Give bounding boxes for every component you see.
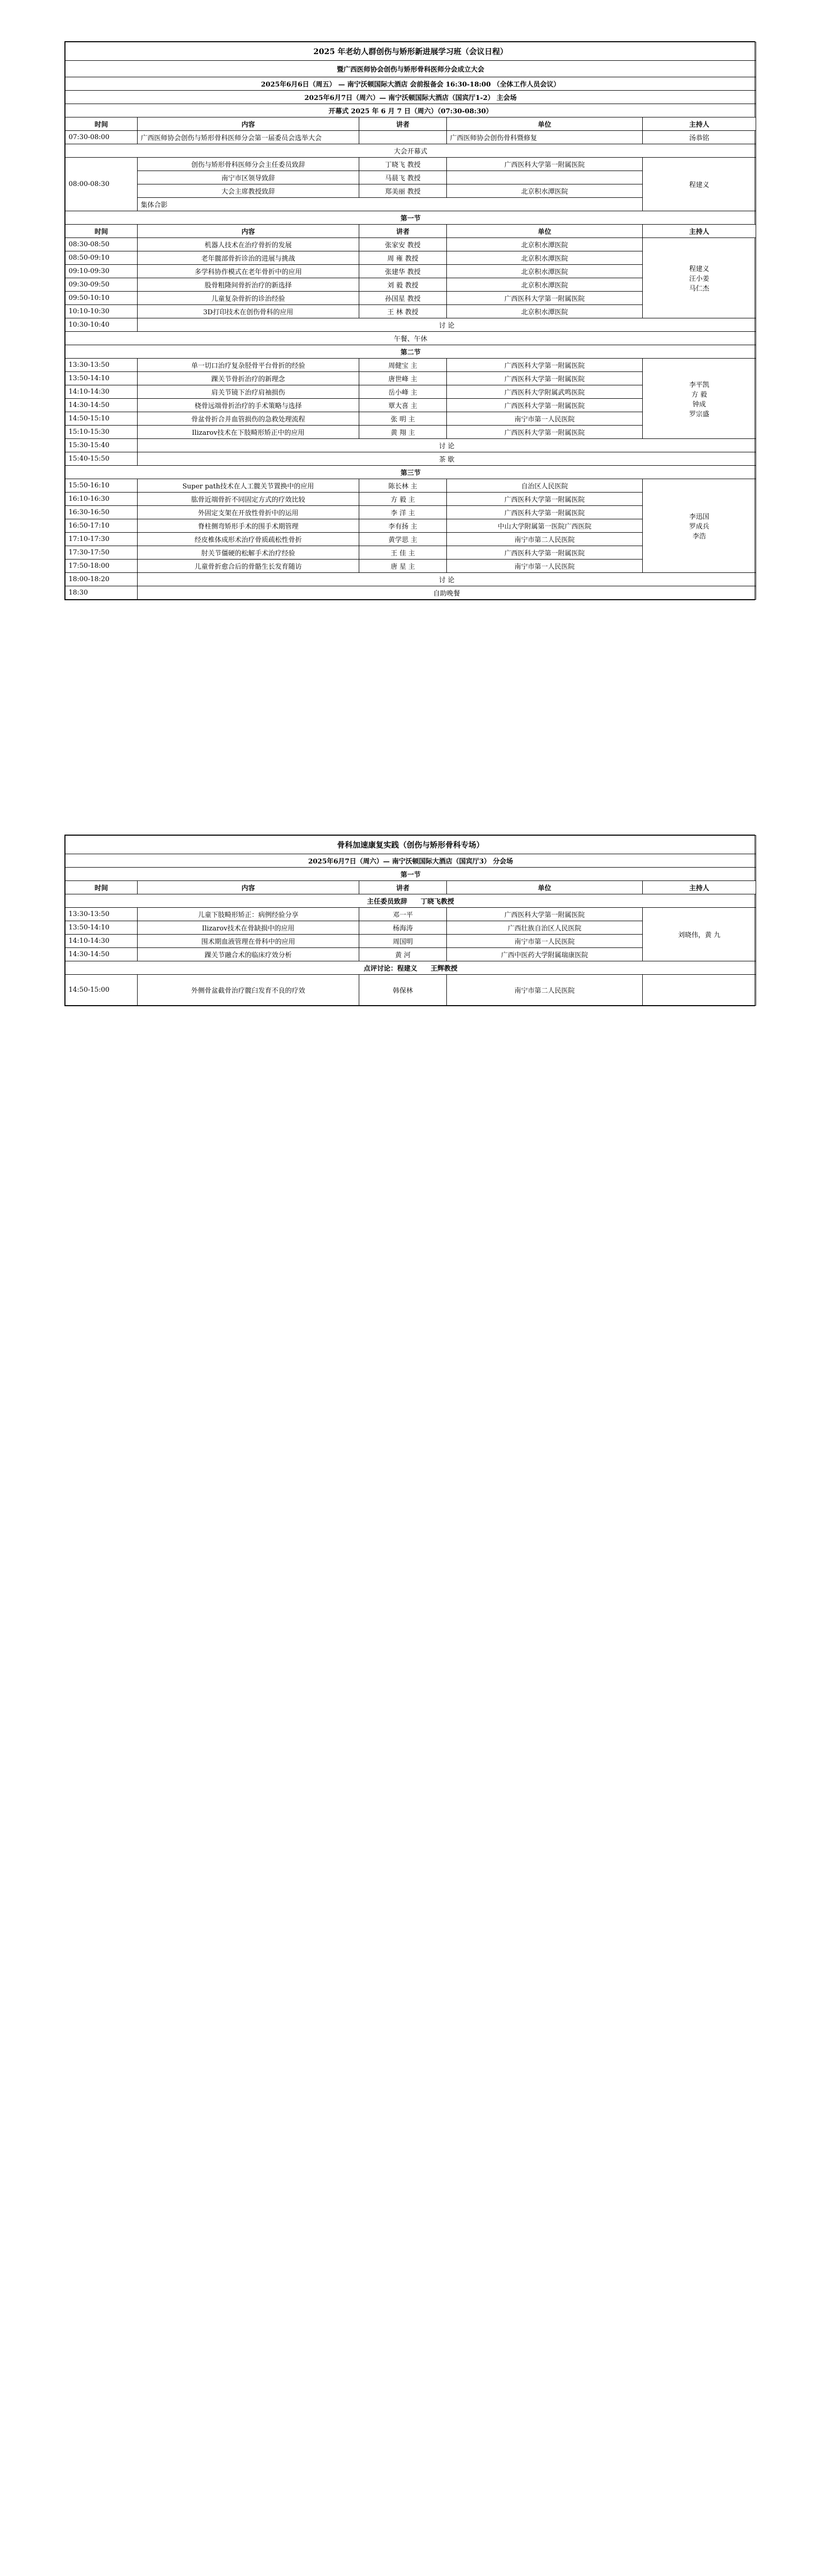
- cell-topic: 大会开幕式: [65, 144, 756, 158]
- cell-time: 14:30-14:50: [65, 948, 138, 961]
- cell-time: 17:30-17:50: [65, 546, 138, 560]
- table-row: [65, 586, 756, 600]
- cell-time: 08:00-08:30: [65, 158, 138, 211]
- cell-topic: 南宁市区领导致辞: [138, 171, 359, 184]
- cell-time: 09:50-10:10: [65, 292, 138, 305]
- cell-time: 08:30-08:50: [65, 238, 138, 251]
- cell-speaker: 周国明: [359, 935, 447, 948]
- cell-speaker: 周健宝 主: [359, 359, 447, 372]
- host-name: 李浩: [692, 533, 706, 540]
- cell-unit: 南宁市第二人民医院: [447, 533, 643, 546]
- cell-time: 10:30-10:40: [65, 318, 138, 332]
- table-row: [65, 158, 756, 171]
- cell-speaker: 陈长林 主: [359, 479, 447, 493]
- cell-time: 15:50-16:10: [65, 479, 138, 493]
- cell-topic: 脊柱侧弯矫形手术的围手术期管理: [138, 519, 359, 533]
- cell-topic: 桡骨远端骨折治疗的手术策略与选择: [138, 399, 359, 412]
- cell-time: 14:10-14:30: [65, 935, 138, 948]
- table-row: [65, 975, 756, 1006]
- session-title: 第三节: [65, 466, 756, 479]
- session-title: 第一节: [65, 868, 756, 881]
- cell-host: 刘晓伟，黄 九: [643, 908, 756, 961]
- session-opening: 主任委员致辞 丁晓飞教授: [65, 894, 756, 908]
- cell-unit: 广西医科大学第一附属医院: [447, 546, 643, 560]
- col-header: 时间: [65, 225, 138, 238]
- host-name: 方 毅: [691, 391, 707, 399]
- cell-speaker: 王 林 教授: [359, 305, 447, 318]
- page-subtitle: 暨广西医师协会创伤与矫形骨科医师分会成立大会: [65, 61, 756, 77]
- table-row: [65, 479, 756, 493]
- cell-speaker: 覃大喜 主: [359, 399, 447, 412]
- schedule-main-sheet: [64, 41, 755, 600]
- schedule-sub-sheet: [64, 835, 755, 1006]
- cell-speaker: 韩保林: [359, 975, 447, 1006]
- cell-speaker: 唐世峰 主: [359, 372, 447, 385]
- cell-speaker: 孙国星 教授: [359, 292, 447, 305]
- table-row: [65, 238, 756, 251]
- cell-unit: 北京积水潭医院: [447, 184, 643, 198]
- cell-topic: 创伤与矫形骨科医师分会主任委员致辞: [138, 158, 359, 171]
- cell-speaker: 郑美丽 教授: [359, 184, 447, 198]
- cell-topic: 单一切口治疗复杂胫骨平台骨折的经验: [138, 359, 359, 372]
- cell-speaker: 周 雍 教授: [359, 251, 447, 265]
- cell-speaker: 丁晓飞 教授: [359, 158, 447, 171]
- cell-speaker: 唐 星 主: [359, 560, 447, 573]
- cell-unit: 广西医科大学第一附属医院: [447, 292, 643, 305]
- cell-speaker: 马晨飞 教授: [359, 171, 447, 184]
- cell-speaker: 邓一平: [359, 908, 447, 921]
- col-header: 时间: [65, 881, 138, 894]
- cell-time: 13:50-14:10: [65, 372, 138, 385]
- cell-topic: 经皮椎体成形术治疗骨质疏松性骨折: [138, 533, 359, 546]
- cell-topic: Ilizarov技术在下肢畸形矫正中的应用: [138, 426, 359, 439]
- col-header: 讲者: [359, 225, 447, 238]
- cell-host: [643, 479, 756, 573]
- table-row: [65, 318, 756, 332]
- cell-topic: 讨 论: [138, 318, 756, 332]
- cell-unit: 广西医师协会创伤骨科暨修复: [447, 131, 643, 144]
- cell-speaker: 张建华 教授: [359, 265, 447, 278]
- page-title: 2025 年老幼人群创伤与矫形新进展学习班（会议日程）: [65, 42, 756, 61]
- cell-topic: 踝关节骨折治疗的新理念: [138, 372, 359, 385]
- cell-time: 15:40-15:50: [65, 452, 138, 466]
- cell-unit: 广西医科大学第一附属医院: [447, 506, 643, 519]
- cell-time: 08:50-09:10: [65, 251, 138, 265]
- cell-unit: 广西医科大学第一附属医院: [447, 359, 643, 372]
- cell-topic: 大会主席教授致辞: [138, 184, 359, 198]
- cell-unit: 南宁市第一人民医院: [447, 935, 643, 948]
- table-row: [65, 131, 756, 144]
- cell-unit: 广西医科大学附属武鸣医院: [447, 385, 643, 399]
- cell-unit: 广西医科大学第一附属医院: [447, 158, 643, 171]
- cell-speaker: 刘 毅 教授: [359, 278, 447, 292]
- cell-time: 13:30-13:50: [65, 908, 138, 921]
- cell-time: 18:30: [65, 586, 138, 600]
- cell-topic: 自助晚餐: [138, 586, 756, 600]
- cell-unit: 南宁市第一人民医院: [447, 560, 643, 573]
- cell-topic: 讨 论: [138, 439, 756, 452]
- col-header: 讲者: [359, 117, 447, 131]
- cell-time: 18:00-18:20: [65, 573, 138, 586]
- cell-topic: 踝关节融合术的临床疗效分析: [138, 948, 359, 961]
- cell-unit: 自治区人民医院: [447, 479, 643, 493]
- cell-topic: 肩关节镜下治疗肩袖损伤: [138, 385, 359, 399]
- cell-unit: 北京积水潭医院: [447, 251, 643, 265]
- col-header: 内容: [138, 881, 359, 894]
- col-header: 单位: [447, 117, 643, 131]
- cell-topic: 茶 歇: [138, 452, 756, 466]
- cell-speaker: 张家安 教授: [359, 238, 447, 251]
- cell-time: 10:10-10:30: [65, 305, 138, 318]
- opening-heading: 开幕式 2025 年 6 月 7 日（周六）（07:30-08:30）: [65, 104, 756, 117]
- cell-topic: 外固定支架在开放性骨折中的运用: [138, 506, 359, 519]
- cell-unit: 广西医科大学第一附属医院: [447, 426, 643, 439]
- schedule-sub-table: [65, 835, 756, 1006]
- table-row: [65, 908, 756, 921]
- cell-topic: 儿童下肢畸形矫正：病例经验分享: [138, 908, 359, 921]
- host-name: 钟成: [692, 400, 706, 409]
- table-row: [65, 359, 756, 372]
- cell-topic: 机器人技术在治疗骨折的发展: [138, 238, 359, 251]
- cell-speaker: [359, 131, 447, 144]
- col-header: 单位: [447, 881, 643, 894]
- host-name: 李平凯: [689, 381, 710, 389]
- cell-time: 15:30-15:40: [65, 439, 138, 452]
- cell-topic: 股骨粗隆间骨折治疗的新选择: [138, 278, 359, 292]
- schedule-main-table: [65, 42, 756, 600]
- cell-host: [643, 975, 756, 1006]
- cell-topic: 集体合影: [138, 198, 643, 211]
- cell-speaker: 黄学思 主: [359, 533, 447, 546]
- pre-meeting-info: 2025年6月6日（周五） — 南宁沃顿国际大酒店 会前报备会 16:30-18:00 （全体工作人员会议）: [65, 77, 756, 91]
- cell-topic: 外侧骨盆截骨治疗髋臼发育不良的疗效: [138, 975, 359, 1006]
- cell-topic: 广西医师协会创伤与矫形骨科医师分会第一届委员会选举大会: [138, 131, 359, 144]
- cell-speaker: 岳小峰 主: [359, 385, 447, 399]
- col-header: 内容: [138, 117, 359, 131]
- cell-topic: 讨 论: [138, 573, 756, 586]
- cell-speaker: 张 明 主: [359, 412, 447, 426]
- cell-time: 16:10-16:30: [65, 493, 138, 506]
- day-heading: 2025年6月7日（周六）— 南宁沃顿国际大酒店（国宾厅1-2） 主会场: [65, 91, 756, 104]
- cell-time: 17:50-18:00: [65, 560, 138, 573]
- cell-topic: Ilizarov技术在骨缺损中的应用: [138, 921, 359, 935]
- cell-speaker: 方 毅 主: [359, 493, 447, 506]
- col-header: 主持人: [643, 225, 756, 238]
- host-name: 程建义: [689, 265, 710, 273]
- cell-unit: 广西医科大学第一附属医院: [447, 908, 643, 921]
- cell-unit: 广西医科大学第一附属医院: [447, 399, 643, 412]
- cell-topic: 肱骨近端骨折不同固定方式的疗效比较: [138, 493, 359, 506]
- col-header: 讲者: [359, 881, 447, 894]
- cell-unit: 南宁市第二人民医院: [447, 975, 643, 1006]
- cell-unit: 北京积水潭医院: [447, 265, 643, 278]
- cell-topic: 骨盆骨折合并血管损伤的急救处理流程: [138, 412, 359, 426]
- cell-topic: 多学科协作模式在老年骨折中的应用: [138, 265, 359, 278]
- host-name: 罗成兵: [689, 523, 710, 531]
- table-row: [65, 573, 756, 586]
- session-title: 第一节: [65, 211, 756, 225]
- cell-time: 14:10-14:30: [65, 385, 138, 399]
- cell-speaker: 王 佳 主: [359, 546, 447, 560]
- cell-topic: 3D打印技术在创伤骨科的应用: [138, 305, 359, 318]
- cell-time: 14:50-15:00: [65, 975, 138, 1006]
- table-row: [65, 439, 756, 452]
- cell-time: 17:10-17:30: [65, 533, 138, 546]
- cell-time: 07:30-08:00: [65, 131, 138, 144]
- cell-topic: 儿童骨折愈合后的骨骼生长发育随访: [138, 560, 359, 573]
- host-name: 李迅国: [689, 513, 710, 521]
- cell-unit: 北京积水潭医院: [447, 278, 643, 292]
- col-header: 主持人: [643, 881, 756, 894]
- cell-unit: 广西医科大学第一附属医院: [447, 493, 643, 506]
- col-header: 内容: [138, 225, 359, 238]
- session-title: 第二节: [65, 345, 756, 359]
- discussion-row: 点评讨论：程建义 王辉教授: [65, 961, 756, 975]
- cell-time: 13:50-14:10: [65, 921, 138, 935]
- cell-topic: 围术期血液管理在骨科中的应用: [138, 935, 359, 948]
- col-header: 单位: [447, 225, 643, 238]
- col-header: 时间: [65, 117, 138, 131]
- cell-host: [643, 238, 756, 318]
- cell-unit: 北京积水潭医院: [447, 305, 643, 318]
- sub-venue-title: 骨科加速康复实践（创伤与矫形骨科专场）: [65, 836, 756, 854]
- cell-unit: 南宁市第一人民医院: [447, 412, 643, 426]
- host-name: 马仁杰: [689, 285, 710, 293]
- cell-topic: 老年髋部骨折诊治的进展与挑战: [138, 251, 359, 265]
- cell-topic: 儿童复杂骨折的诊治经验: [138, 292, 359, 305]
- cell-time: 09:30-09:50: [65, 278, 138, 292]
- lunch-row: 午餐、午休: [65, 332, 756, 345]
- cell-host: [643, 359, 756, 439]
- cell-host: 程建义: [643, 158, 756, 211]
- cell-time: 13:30-13:50: [65, 359, 138, 372]
- table-row: [65, 144, 756, 158]
- host-name: 汪小姜: [689, 275, 710, 283]
- cell-speaker: 黄 翔 主: [359, 426, 447, 439]
- cell-topic: Super path技术在人工髋关节置换中的应用: [138, 479, 359, 493]
- cell-topic: 肘关节僵硬的松解手术治疗经验: [138, 546, 359, 560]
- cell-time: 16:50-17:10: [65, 519, 138, 533]
- cell-unit: 北京积水潭医院: [447, 238, 643, 251]
- cell-speaker: 杨海涛: [359, 921, 447, 935]
- cell-speaker: 李有扬 主: [359, 519, 447, 533]
- cell-time: 14:30-14:50: [65, 399, 138, 412]
- cell-time: 14:50-15:10: [65, 412, 138, 426]
- sub-venue-day: 2025年6月7日（周六）— 南宁沃顿国际大酒店（国宾厅3） 分会场: [65, 854, 756, 868]
- cell-speaker: 李 洋 主: [359, 506, 447, 519]
- table-row: [65, 452, 756, 466]
- cell-unit: 广西医科大学第一附属医院: [447, 372, 643, 385]
- cell-unit: 广西中医药大学附属瑞康医院: [447, 948, 643, 961]
- cell-host: 汤恭铭: [643, 131, 756, 144]
- host-name: 罗宗盛: [689, 410, 710, 418]
- cell-unit: 中山大学附属第一医院广西医院: [447, 519, 643, 533]
- cell-time: 16:30-16:50: [65, 506, 138, 519]
- cell-time: 09:10-09:30: [65, 265, 138, 278]
- col-header: 主持人: [643, 117, 756, 131]
- cell-time: 15:10-15:30: [65, 426, 138, 439]
- cell-speaker: 黄 河: [359, 948, 447, 961]
- cell-unit: 广西壮族自治区人民医院: [447, 921, 643, 935]
